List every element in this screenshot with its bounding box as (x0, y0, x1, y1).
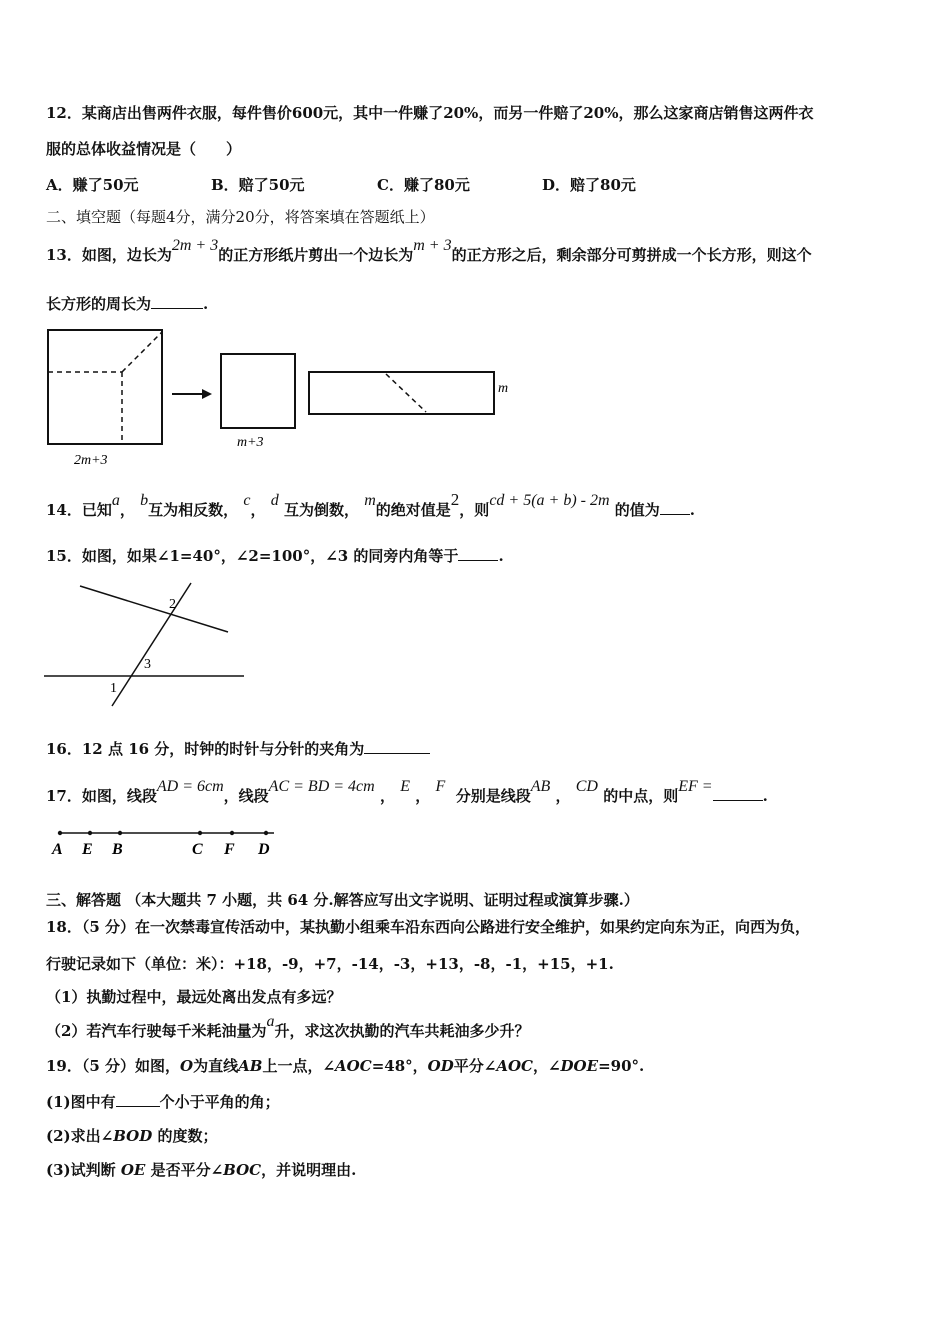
q13-math-2m3: 2m + 3 (171, 237, 219, 254)
point-label-e: E (82, 841, 93, 858)
q12-option-d: D．赔了80元 (542, 176, 636, 194)
q13-figure (40, 322, 520, 470)
q13-line1: 13．如图，边长为2m + 3的正方形纸片剪出一个边长为m + 3的正方形之后，剩余部分可剪拼成一个长方形，则这个 (46, 237, 812, 264)
point-c (198, 831, 202, 835)
result-rectangle (309, 372, 494, 414)
q12-line2: 服的总体收益情况是（ ） (46, 140, 242, 158)
section3-heading: 三、解答题 （本大题共 7 小题，共 64 分.解答应写出文字说明、证明过程或演算步骤.） (46, 891, 639, 909)
point-label-c: C (192, 841, 203, 858)
point-f (230, 831, 234, 835)
q14-expression: cd + 5(a + b) - 2m (489, 492, 610, 509)
point-d (264, 831, 268, 835)
angle-2-label: 2 (169, 597, 176, 612)
q14-answer-blank (660, 500, 690, 515)
point-label-f: F (224, 841, 235, 858)
angle-1-label: 1 (110, 681, 117, 696)
point-e (88, 831, 92, 835)
q15-line: 15．如图，如果∠1=40°，∠2=100°，∠3 的同旁内角等于 . (46, 547, 504, 565)
q18-line1: 18．（5 分）在一次禁毒宣传活动中，某执勤小组乘车沿东西向公路进行安全维护，如果约定向东为正，向西为负， (46, 918, 811, 936)
q19-answer-blank (116, 1092, 160, 1107)
q14-line: 14．已知a， b互为相反数， c， d 互为倒数， m的绝对值是2，则cd + 5(a + b) - 2m 的值为 . (46, 490, 696, 519)
q13-answer-blank (151, 294, 203, 309)
big-square (48, 330, 162, 444)
q13-line2: 长方形的周长为 . (46, 295, 209, 313)
q17-line: 17．如图，线段AD = 6cm，线段AC = BD = 4cm ， E ， F 分别是线段AB ， CD 的中点，则EF =. (46, 778, 768, 805)
q12-option-b: B．赔了50元 (211, 176, 305, 194)
q16-line: 16．12 点 16 分，时钟的时针与分针的夹角为 (46, 739, 430, 759)
label-2m3: 2m+3 (74, 453, 108, 468)
q19-sub2: (2)求出∠BOD 的度数； (46, 1127, 218, 1145)
q12-option-a: A．赚了50元 (46, 176, 139, 194)
point-a (58, 831, 62, 835)
q17-answer-blank (713, 786, 763, 801)
q15-figure (44, 576, 246, 708)
q17-figure (44, 824, 284, 858)
point-b (118, 831, 122, 835)
angle-3-label: 3 (144, 657, 151, 672)
q18-sub2: （2）若汽车行驶每千米耗油量为a升，求这次执勤的汽车共耗油多少升？ (46, 1013, 530, 1040)
small-square (221, 354, 295, 428)
q18-sub1: （1）执勤过程中，最远处离出发点有多远？ (46, 988, 342, 1006)
q18-line2: 行驶记录如下（单位：米）：+18，-9，+7，-14，-3，+13，-8，-1，+15，+1. (46, 955, 614, 973)
q16-answer-blank (364, 739, 430, 754)
q12-line1: 12．某商店出售两件衣服，每件售价600元，其中一件赚了20%，而另一件赔了20%，那么这家商店销售这两件衣 (46, 104, 814, 122)
q12-option-c: C．赚了80元 (377, 176, 470, 194)
q13-math-m3: m + 3 (413, 237, 452, 254)
q19-sub3: (3)试判断 OE 是否平分∠BOC，并说明理由. (46, 1161, 357, 1179)
point-label-b: B (112, 841, 123, 858)
label-m: m (498, 381, 509, 396)
q19-line: 19．（5 分）如图，O为直线AB上一点，∠AOC=48°，OD平分∠AOC，∠DOE=90°. (46, 1057, 645, 1075)
q15-answer-blank (458, 546, 498, 561)
label-m3: m+3 (237, 435, 264, 450)
point-label-a: A (52, 841, 63, 858)
point-label-d: D (258, 841, 270, 858)
q19-sub1: (1)图中有 个小于平角的角； (46, 1093, 280, 1111)
section2-heading: 二、填空题（每题4分，满分20分，将答案填在答题纸上） (46, 208, 435, 226)
